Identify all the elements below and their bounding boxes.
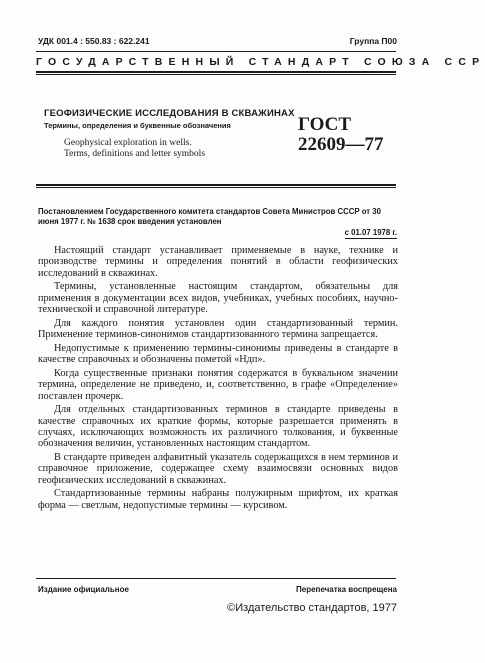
official-edition-label: Издание официальное	[38, 585, 129, 594]
paragraph: В стандарте приведен алфавитный указатель содержащихся в нем терминов и справочное приложение, содержащее схему взаимосвязи основных видов геофизических исследований в скважинах.	[38, 452, 398, 486]
gost-number: 22609—77	[298, 134, 384, 155]
title-english	[64, 138, 205, 160]
copyright: ©Издательство стандартов, 1977	[227, 602, 397, 614]
paragraph: Для отдельных стандартизованных терминов в стандарте приведены в качестве справочных их краткие формы, которые разрешается применять в случаях, исключающих возможность их различного толкования, и буквенные обозначения величин, установленных настоящим стандартом.	[38, 404, 398, 450]
footer-rule	[36, 578, 396, 579]
banner-rule-top	[36, 71, 396, 73]
effective-date: с 01.07 1978 г.	[344, 228, 397, 237]
paragraph: Когда существенные признаки понятия содержатся в буквальном значении термина, определение не приведено, и, соответственно, в графе «Определение» поставлен прочерк.	[38, 367, 398, 402]
paragraph: Для каждого понятия установлен один стандартизованный термин. Применение терминов-синонимов стандартизованного термина запрещается.	[38, 317, 398, 341]
title-rule-bottom	[36, 187, 396, 188]
standard-banner: ГОСУДАРСТВЕННЫЙ СТАНДАРТ СОЮЗА ССР	[36, 56, 485, 68]
title-english-line2: Terms, definitions and letter symbols	[64, 149, 206, 159]
paragraph: Недопустимые к применению термины-синонимы приведены в стандарте в качестве справочных и обозначены пометой «Ндп».	[38, 342, 398, 366]
subtitle-russian: Термины, определения и буквенные обозначения	[44, 121, 231, 130]
title-russian: ГЕОФИЗИЧЕСКИЕ ИССЛЕДОВАНИЯ В СКВАЖИНАХ	[44, 108, 295, 119]
paragraph: Стандартизованные термины набраны полужирным шрифтом, их краткая форма — светлым, недопустимые термины — курсивом.	[38, 488, 398, 511]
udk-code: УДК 001.4 : 550.83 : 622.241	[38, 36, 150, 46]
reprint-prohibited-label: Перепечатка воспрещена	[296, 585, 397, 594]
title-rule-top	[36, 184, 396, 186]
title-english-line1: Geophysical exploration in wells.	[64, 138, 192, 148]
paragraph: Термины, установленные настоящим стандартом, обязательны для применения в документации всех видов, учебниках, учебных пособиях, научно-технической и справочной литературе.	[38, 281, 398, 316]
decree-text: Постановлением Государственного комитета стандартов Совета Министров СССР от 30 июня 1977 г. № 1638 срок введения установлен	[38, 207, 381, 226]
paragraph: Настоящий стандарт устанавливает применяемые в науке, технике и производстве термины и определения понятий в области геофизических исследований в скважинах.	[38, 245, 398, 279]
gost-label: ГОСТ	[298, 114, 352, 135]
top-rule	[36, 51, 396, 52]
body-text	[38, 245, 398, 513]
banner-rule-bottom	[36, 74, 396, 75]
group-code: Группа П00	[349, 36, 397, 46]
